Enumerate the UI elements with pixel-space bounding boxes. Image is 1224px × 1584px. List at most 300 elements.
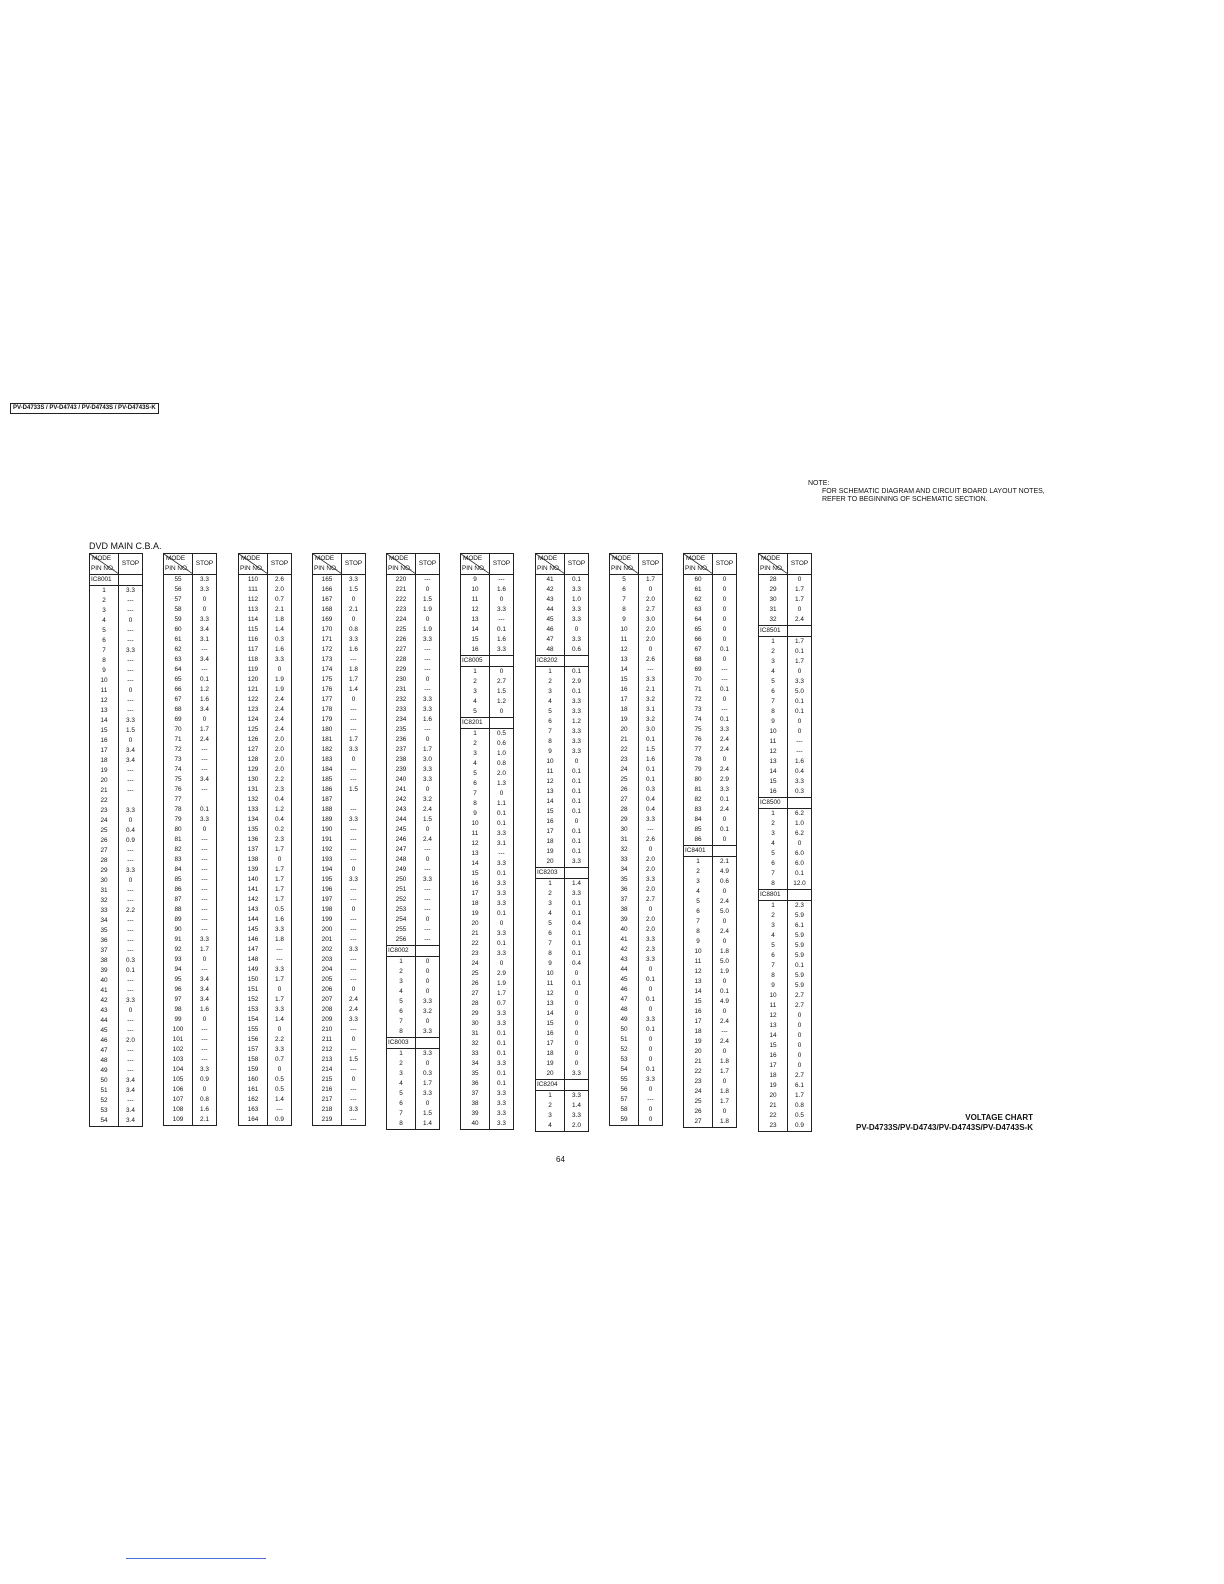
table-row — [610, 635, 663, 645]
voltage-cell: 1.7 — [268, 865, 292, 875]
pin-cell: 20 — [536, 1069, 565, 1080]
pin-cell: 33 — [90, 906, 119, 916]
ic-section-row — [684, 846, 737, 857]
pin-cell: 5 — [759, 849, 788, 859]
pin-cell: 35 — [610, 875, 639, 885]
voltage-cell: 1.7 — [342, 735, 366, 745]
table-row — [90, 936, 143, 946]
table-row — [759, 859, 812, 869]
pin-cell: 169 — [313, 615, 342, 625]
pin-cell: 217 — [313, 1095, 342, 1105]
table-row — [90, 1036, 143, 1046]
table-row — [313, 685, 366, 695]
voltage-cell: 2.2 — [268, 775, 292, 785]
voltage-cell: 0 — [342, 595, 366, 605]
voltage-cell: 0.8 — [788, 1101, 812, 1111]
voltage-cell: 4.9 — [713, 867, 737, 877]
pin-cell: 5 — [536, 707, 565, 717]
table-row — [164, 755, 217, 765]
table-row — [90, 976, 143, 986]
table-row — [759, 991, 812, 1001]
voltage-cell: --- — [342, 1025, 366, 1035]
table-row — [759, 971, 812, 981]
stop-header: STOP — [193, 554, 217, 575]
ic-section-row — [536, 656, 589, 667]
pin-cell: 51 — [610, 1035, 639, 1045]
table-header-row — [164, 554, 217, 575]
pin-cell: 215 — [313, 1075, 342, 1085]
voltage-cell: 3.3 — [490, 1099, 514, 1109]
voltage-cell: 5.9 — [788, 931, 812, 941]
table-row — [387, 725, 440, 735]
table-row — [610, 575, 663, 586]
pin-cell: 46 — [610, 985, 639, 995]
pin-cell: 16 — [759, 787, 788, 798]
voltage-cell: 3.4 — [193, 705, 217, 715]
pin-cell: 70 — [684, 675, 713, 685]
voltage-cell: 0 — [713, 1107, 737, 1117]
pin-cell: 233 — [387, 705, 416, 715]
voltage-cell: 0.4 — [565, 919, 589, 929]
pin-cell: 159 — [239, 1065, 268, 1075]
table-row — [461, 1079, 514, 1089]
voltage-cell: 1.6 — [193, 1005, 217, 1015]
table-row — [536, 1059, 589, 1069]
pin-cell: 47 — [536, 635, 565, 645]
table-row — [759, 839, 812, 849]
table-row — [313, 675, 366, 685]
pin-cell: 70 — [164, 725, 193, 735]
voltage-cell: 1.4 — [268, 1095, 292, 1105]
voltage-cell: --- — [193, 845, 217, 855]
table-row — [684, 805, 737, 815]
table-row — [90, 996, 143, 1006]
table-row — [461, 1109, 514, 1119]
table-row — [610, 845, 663, 855]
mode-label: MODE — [463, 555, 483, 562]
voltage-cell: 0 — [416, 957, 440, 968]
voltage-cell: 4.9 — [713, 997, 737, 1007]
pin-cell: 83 — [684, 805, 713, 815]
table-row — [164, 635, 217, 645]
voltage-cell: --- — [416, 655, 440, 665]
pin-cell: 77 — [684, 745, 713, 755]
table-row — [461, 635, 514, 645]
voltage-cell: 0 — [193, 595, 217, 605]
pin-cell: 162 — [239, 1095, 268, 1105]
voltage-cell: 0 — [713, 917, 737, 927]
table-row — [164, 625, 217, 635]
pin-cell: 66 — [164, 685, 193, 695]
table-row — [313, 885, 366, 895]
pin-cell: 59 — [164, 615, 193, 625]
pin-cell: 11 — [759, 1001, 788, 1011]
pin-cell: 2 — [387, 1059, 416, 1069]
voltage-cell: 1.7 — [788, 585, 812, 595]
voltage-cell: --- — [342, 835, 366, 845]
voltage-cell: 1.2 — [268, 805, 292, 815]
pin-label: PIN NO. — [314, 565, 338, 572]
voltage-cell: 1.3 — [490, 779, 514, 789]
pin-cell: 185 — [313, 775, 342, 785]
table-row — [536, 1121, 589, 1132]
pin-cell: 123 — [239, 705, 268, 715]
stop-header: STOP — [713, 554, 737, 575]
voltage-cell: 2.7 — [639, 895, 663, 905]
note-line: REFER TO BEGINNING OF SCHEMATIC SECTION. — [822, 496, 988, 503]
voltage-cell: --- — [342, 775, 366, 785]
voltage-cell: 0.9 — [268, 1115, 292, 1126]
pin-cell: 24 — [684, 1087, 713, 1097]
pin-cell: 43 — [610, 955, 639, 965]
voltage-cell: 3.3 — [490, 859, 514, 869]
voltage-cell: 3.3 — [490, 1119, 514, 1130]
voltage-cell: 5.0 — [713, 907, 737, 917]
table-row — [313, 905, 366, 915]
voltage-cell: 0 — [416, 915, 440, 925]
pin-cell: 161 — [239, 1085, 268, 1095]
table-row — [313, 1015, 366, 1025]
voltage-cell: 0 — [193, 825, 217, 835]
voltage-cell: 1.9 — [268, 675, 292, 685]
voltage-cell: 1.7 — [268, 885, 292, 895]
stop-header: STOP — [565, 554, 589, 575]
pin-cell: 35 — [461, 1069, 490, 1079]
table-row — [239, 595, 292, 605]
pin-cell: 25 — [610, 775, 639, 785]
voltage-cell: 0 — [565, 999, 589, 1009]
pin-cell: 23 — [90, 806, 119, 816]
pin-cell: 8 — [461, 799, 490, 809]
table-row — [684, 1107, 737, 1117]
pin-cell: 105 — [164, 1075, 193, 1085]
voltage-cell: 6.1 — [788, 1081, 812, 1091]
pin-cell: 251 — [387, 885, 416, 895]
voltage-cell: --- — [342, 975, 366, 985]
voltage-cell: 5.9 — [788, 951, 812, 961]
voltage-cell: 2.0 — [268, 585, 292, 595]
pin-cell: 69 — [164, 715, 193, 725]
pin-cell: 110 — [239, 575, 268, 586]
pin-cell: 60 — [164, 625, 193, 635]
table-row — [387, 925, 440, 935]
table-row — [313, 1045, 366, 1055]
voltage-cell: 1.7 — [713, 1097, 737, 1107]
pin-cell: 10 — [461, 819, 490, 829]
table-row — [313, 1065, 366, 1075]
voltage-cell: 3.3 — [416, 635, 440, 645]
table-row — [461, 687, 514, 697]
voltage-cell: 1.7 — [788, 657, 812, 667]
table-row — [313, 875, 366, 885]
pin-cell: 24 — [90, 816, 119, 826]
voltage-cell: 2.4 — [416, 805, 440, 815]
table-row — [239, 985, 292, 995]
voltage-cell: 0 — [490, 707, 514, 718]
pin-cell: 22 — [684, 1067, 713, 1077]
table-row — [164, 935, 217, 945]
voltage-cell: 0.1 — [639, 1025, 663, 1035]
pin-cell: 28 — [759, 575, 788, 586]
table-row — [684, 1047, 737, 1057]
voltage-cell: 1.6 — [268, 915, 292, 925]
pin-cell: 74 — [164, 765, 193, 775]
voltage-cell: 2.6 — [639, 835, 663, 845]
voltage-cell: --- — [119, 936, 143, 946]
pin-cell: 77 — [164, 795, 193, 805]
table-row — [239, 1065, 292, 1075]
pin-label: PIN NO. — [537, 565, 561, 572]
voltage-cell: 1.6 — [193, 695, 217, 705]
table-row — [387, 1027, 440, 1038]
table-row — [90, 1096, 143, 1106]
pin-cell: 16 — [536, 1029, 565, 1039]
table-row — [461, 849, 514, 859]
pin-cell: 232 — [387, 695, 416, 705]
pin-cell: 24 — [461, 959, 490, 969]
pin-cell: 108 — [164, 1105, 193, 1115]
voltage-cell: 3.1 — [193, 635, 217, 645]
voltage-cell: 0 — [713, 695, 737, 705]
voltage-cell: 0.1 — [565, 787, 589, 797]
table-row — [313, 655, 366, 665]
table-row — [90, 676, 143, 686]
voltage-cell: 0 — [788, 667, 812, 677]
table-row — [684, 685, 737, 695]
pin-cell: 11 — [536, 767, 565, 777]
pin-cell: 64 — [684, 615, 713, 625]
pin-cell: 94 — [164, 965, 193, 975]
voltage-cell: 0 — [788, 1061, 812, 1071]
table-row — [313, 775, 366, 785]
voltage-cell: --- — [342, 925, 366, 935]
pin-cell: 116 — [239, 635, 268, 645]
pin-cell: 4 — [759, 931, 788, 941]
ic-label: IC8202 — [536, 656, 565, 667]
table-header-row — [684, 554, 737, 575]
pin-cell: 69 — [684, 665, 713, 675]
pin-cell: 216 — [313, 1085, 342, 1095]
voltage-cell: 0.8 — [342, 625, 366, 635]
stop-header: STOP — [788, 554, 812, 575]
voltage-cell: 0.1 — [193, 675, 217, 685]
table-row — [461, 809, 514, 819]
table-row — [684, 917, 737, 927]
table-row — [536, 999, 589, 1009]
pin-cell: 82 — [164, 845, 193, 855]
voltage-cell: 0.4 — [565, 959, 589, 969]
pin-cell: 57 — [164, 595, 193, 605]
voltage-cell: 1.0 — [565, 595, 589, 605]
table-row — [387, 1017, 440, 1027]
pin-cell: 17 — [461, 889, 490, 899]
pin-cell: 92 — [164, 945, 193, 955]
table-row — [684, 1007, 737, 1017]
voltage-cell: 0 — [416, 1017, 440, 1027]
pin-cell: 137 — [239, 845, 268, 855]
voltage-cell: 0 — [565, 969, 589, 979]
voltage-cell: 0 — [713, 635, 737, 645]
table-row — [461, 1039, 514, 1049]
voltage-cell: 0.2 — [268, 825, 292, 835]
pin-cell: 6 — [759, 951, 788, 961]
pin-cell: 203 — [313, 955, 342, 965]
table-row — [90, 816, 143, 826]
pin-cell: 76 — [684, 735, 713, 745]
table-row — [387, 1049, 440, 1060]
voltage-cell: 1.5 — [416, 595, 440, 605]
table-row — [387, 1089, 440, 1099]
voltage-cell: 0.1 — [565, 777, 589, 787]
table-row — [536, 717, 589, 727]
voltage-cell: 2.0 — [565, 1121, 589, 1132]
pin-cell: 141 — [239, 885, 268, 895]
voltage-cell: 3.4 — [193, 775, 217, 785]
pin-cell: 38 — [610, 905, 639, 915]
voltage-cell: 2.0 — [639, 925, 663, 935]
pin-cell: 13 — [610, 655, 639, 665]
voltage-cell: --- — [119, 1066, 143, 1076]
voltage-cell: --- — [193, 1025, 217, 1035]
voltage-cell: 0 — [788, 1041, 812, 1051]
voltage-cell: 1.8 — [713, 1087, 737, 1097]
voltage-cell: 3.3 — [565, 585, 589, 595]
pin-cell: 81 — [164, 835, 193, 845]
voltage-cell: 0.1 — [193, 805, 217, 815]
pin-cell: 145 — [239, 925, 268, 935]
pin-cell: 16 — [90, 736, 119, 746]
table-row — [313, 1055, 366, 1065]
pin-cell: 25 — [684, 1097, 713, 1107]
table-row — [610, 675, 663, 685]
voltage-cell: 3.3 — [490, 605, 514, 615]
mode-label: MODE — [538, 555, 558, 562]
pin-cell: 209 — [313, 1015, 342, 1025]
table-row — [90, 1006, 143, 1016]
voltage-cell: 0 — [416, 825, 440, 835]
voltage-cell: 0 — [713, 755, 737, 765]
pin-cell: 206 — [313, 985, 342, 995]
voltage-cell: 0.4 — [268, 795, 292, 805]
table-row — [164, 875, 217, 885]
table-row — [759, 687, 812, 697]
pin-cell: 73 — [684, 705, 713, 715]
table-row — [759, 585, 812, 595]
pin-cell: 6 — [461, 779, 490, 789]
pin-cell: 13 — [759, 757, 788, 767]
pin-cell: 60 — [684, 575, 713, 586]
table-row — [90, 886, 143, 896]
voltage-cell: --- — [193, 745, 217, 755]
chart-title-line: VOLTAGE CHART — [965, 1113, 1033, 1122]
voltage-cell: 0.3 — [119, 956, 143, 966]
pin-cell: 32 — [610, 845, 639, 855]
ic-label: IC8002 — [387, 946, 416, 957]
pin-cell: 201 — [313, 935, 342, 945]
pin-cell: 230 — [387, 675, 416, 685]
table-row — [90, 706, 143, 716]
voltage-cell: 0 — [788, 717, 812, 727]
voltage-cell — [119, 796, 143, 806]
pin-cell: 13 — [461, 849, 490, 859]
pin-cell: 34 — [461, 1059, 490, 1069]
pin-cell: 26 — [461, 979, 490, 989]
table-row — [461, 625, 514, 635]
pin-cell: 9 — [759, 717, 788, 727]
pin-cell: 204 — [313, 965, 342, 975]
voltage-cell: --- — [119, 706, 143, 716]
pin-cell: 8 — [610, 605, 639, 615]
voltage-cell: --- — [342, 845, 366, 855]
voltage-cell: --- — [119, 986, 143, 996]
pin-cell: 61 — [684, 585, 713, 595]
table-row — [90, 746, 143, 756]
voltage-cell: 3.3 — [268, 965, 292, 975]
pin-cell: 4 — [759, 667, 788, 677]
voltage-cell: --- — [416, 905, 440, 915]
voltage-cell: 3.3 — [565, 1111, 589, 1121]
voltage-cell: 1.1 — [490, 799, 514, 809]
pin-cell: 41 — [610, 935, 639, 945]
table-row — [387, 997, 440, 1007]
table-row — [90, 726, 143, 736]
table-row — [90, 606, 143, 616]
table-row — [759, 941, 812, 951]
table-row — [90, 956, 143, 966]
voltage-cell: --- — [119, 1096, 143, 1106]
pin-cell: 57 — [610, 1095, 639, 1105]
voltage-cell: 0 — [416, 977, 440, 987]
pin-cell: 3 — [387, 1069, 416, 1079]
table-row — [536, 989, 589, 999]
voltage-cell: 1.0 — [490, 749, 514, 759]
pin-cell: 58 — [164, 605, 193, 615]
voltage-cell: --- — [342, 725, 366, 735]
voltage-cell: 2.9 — [713, 775, 737, 785]
page-number: 64 — [556, 1155, 565, 1164]
pin-cell: 14 — [684, 987, 713, 997]
pin-cell: 43 — [536, 595, 565, 605]
voltage-cell: 1.6 — [342, 645, 366, 655]
table-row — [387, 715, 440, 725]
table-row — [164, 745, 217, 755]
table-row — [684, 755, 737, 765]
table-row — [610, 1035, 663, 1045]
table-row — [164, 805, 217, 815]
pin-cell: 7 — [759, 961, 788, 971]
pin-label: PIN NO. — [388, 565, 412, 572]
voltage-cell: --- — [416, 665, 440, 675]
pin-cell: 153 — [239, 1005, 268, 1015]
voltage-cell: 1.4 — [565, 879, 589, 890]
table-row — [684, 765, 737, 775]
pin-cell: 11 — [461, 829, 490, 839]
pin-label: PIN NO. — [611, 565, 635, 572]
table-row — [387, 855, 440, 865]
voltage-cell: --- — [416, 895, 440, 905]
table-row — [387, 705, 440, 715]
pin-cell: 175 — [313, 675, 342, 685]
voltage-cell: 0 — [565, 989, 589, 999]
voltage-cell: --- — [193, 875, 217, 885]
pin-cell: 157 — [239, 1045, 268, 1055]
pin-cell: 212 — [313, 1045, 342, 1055]
pin-cell: 19 — [759, 1081, 788, 1091]
table-row — [759, 1071, 812, 1081]
table-row — [164, 975, 217, 985]
pin-cell: 27 — [461, 989, 490, 999]
table-row — [313, 645, 366, 655]
